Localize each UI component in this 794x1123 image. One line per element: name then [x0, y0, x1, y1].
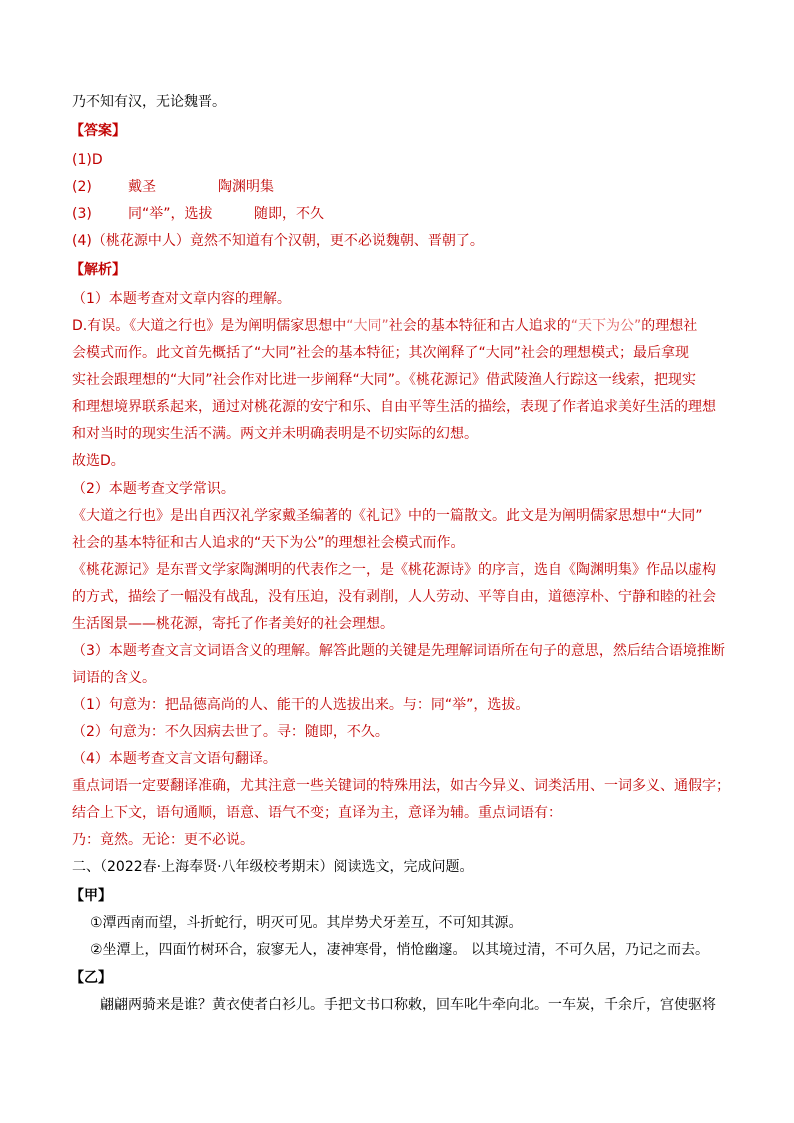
analysis-header: 【解析】: [70, 262, 126, 278]
analysis-line: 重点词语一定要翻译准确，尤其注意一些关键词的特殊用法，如古今异义、词类活用、一词多义、通假字；: [72, 778, 730, 794]
quoted-term: “天下为公”: [570, 318, 642, 334]
answer-number: (3): [72, 206, 92, 222]
analysis-line: 结合上下文，语句通顺，语意、语气不变；直译为主，意译为辅。重点词语有：: [72, 805, 562, 821]
analysis-line: 乃：竟然。无论：更不必说。: [72, 832, 254, 848]
quoted-term: “大同”: [346, 318, 389, 334]
answer-value: 戴圣: [128, 179, 156, 195]
analysis-line: 会模式而作。此文首先概括了“大同”社会的基本特征；其次阐释了“大同”社会的理想模式；最后拿现: [72, 345, 690, 361]
passage-line: ②坐潭上，四面竹树环合，寂寥无人，凄神寒骨，悄怆幽邃。 以其境过清，不可久居，乃记之而去。: [90, 942, 709, 958]
analysis-line: （1）本题考查对文章内容的理解。: [72, 291, 291, 307]
analysis-line: 故选D。: [72, 453, 125, 469]
analysis-line: （3）本题考查文言文词语含义的理解。解答此题的关键是先理解词语所在句子的意思，然后结合语境推断: [72, 643, 725, 659]
analysis-line: （2）本题考查文学常识。: [72, 481, 235, 497]
answer-value: 随即，不久: [254, 206, 324, 222]
answer-header: 【答案】: [70, 123, 126, 139]
analysis-line: 词语的含义。: [72, 670, 156, 686]
section-label-yi: 【乙】: [70, 970, 112, 986]
analysis-text: 社会的基本特征和古人追求的: [388, 318, 571, 334]
answer-item-4: (4)（桃花源中人）竟然不知道有个汉朝，更不必说魏朝、晋朝了。: [72, 233, 484, 249]
analysis-text: 的理想社: [641, 318, 698, 334]
answer-value: 陶渊明集: [218, 179, 274, 195]
answer-value: 同“举”，选拔: [128, 206, 213, 222]
analysis-line: （2）句意为：不久因病去世了。寻：随即，不久。: [72, 724, 389, 740]
analysis-line: [72, 315, 732, 337]
analysis-line: （4）本题考查文言文语句翻译。: [72, 751, 277, 767]
analysis-line: 和理想境界联系起来，通过对桃花源的安宁和乐、自由平等生活的描绘，表现了作者追求美好生活的理想: [72, 399, 716, 415]
analysis-line: 《桃花源记》是东晋文学家陶渊明的代表作之一，是《桃花源诗》的序言，选自《陶渊明集》作品以虚构: [72, 562, 716, 578]
passage-line: 翩翩两骑来是谁？黄衣使者白衫儿。手把文书口称敕，回车叱牛牵向北。一车炭，千余斤，宫使驱将: [100, 997, 716, 1013]
analysis-text: D.有误。《大道之行也》是为阐明儒家思想中: [72, 318, 347, 334]
analysis-line: 和对当时的现实生活不满。两文并未明确表明是不切实际的幻想。: [72, 426, 478, 442]
analysis-line: 实社会跟理想的“大同”社会作对比进一步阐释“大同”。《桃花源记》借武陵渔人行踪这一线索，把现实: [72, 372, 697, 388]
question-heading: 二、（2022春·上海奉贤·八年级校考期末）阅读选文，完成问题。: [72, 859, 474, 875]
section-label-jia: 【甲】: [70, 888, 112, 904]
analysis-line: （1）句意为：把品德高尚的人、能干的人选拔出来。与：同“举”，选拔。: [72, 697, 530, 713]
answer-item-1: (1)D: [72, 152, 103, 168]
analysis-line: 的方式，描绘了一幅没有战乱，没有压迫，没有剥削，人人劳动、平等自由，道德淳朴、宁静和睦的社会: [72, 589, 716, 605]
passage-line: ①潭西南而望，斗折蛇行，明灭可见。其岸势犬牙差互，不可知其源。: [90, 915, 523, 931]
answer-number: (2): [72, 179, 92, 195]
answer-item-3: [72, 203, 732, 225]
answer-item-2: [72, 176, 732, 198]
text-line: 乃不知有汉，无论魏晋。: [72, 94, 226, 110]
analysis-line: 《大道之行也》是出自西汉礼学家戴圣编著的《礼记》中的一篇散文。此文是为阐明儒家思想中“大同”: [72, 508, 703, 524]
analysis-line: 社会的基本特征和古人追求的“天下为公”的理想社会模式而作。: [72, 535, 465, 551]
analysis-line: 生活图景——桃花源，寄托了作者美好的社会理想。: [72, 616, 394, 632]
